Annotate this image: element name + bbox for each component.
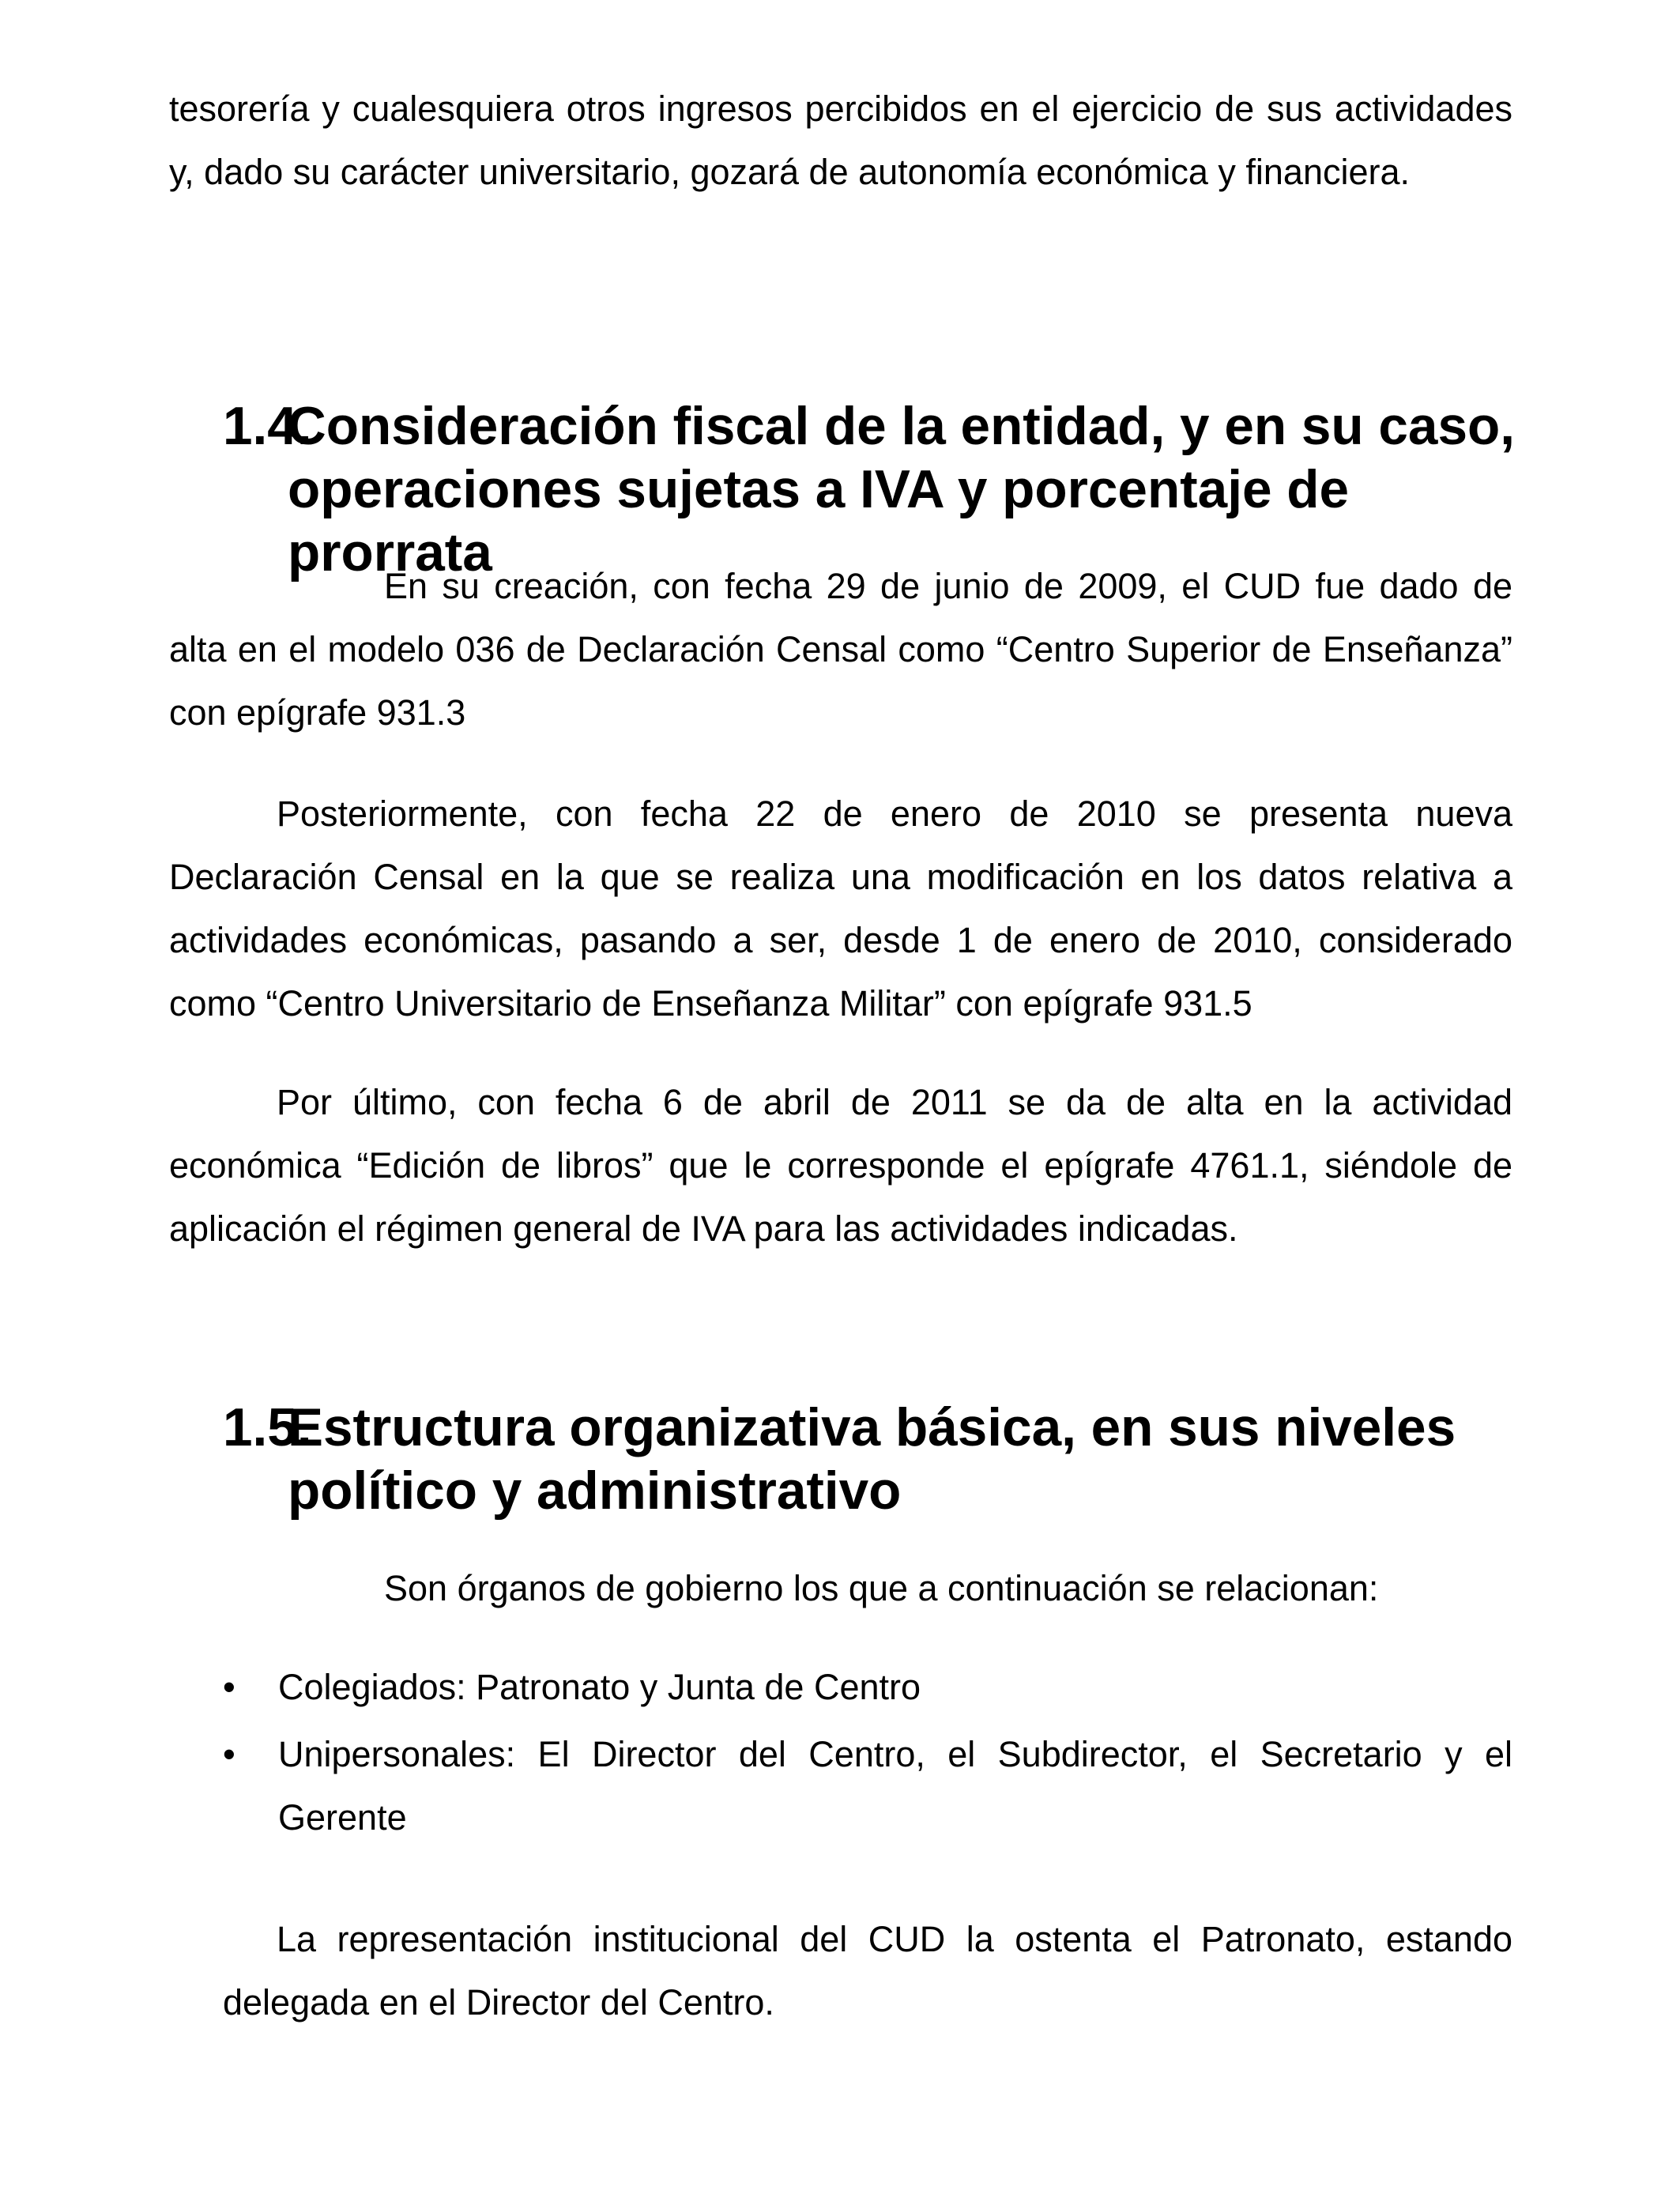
bullet-icon: • [223,1734,235,1774]
section-title: Consideración fiscal de la entidad, y en su caso, operaciones sujetas a IVA y porcentaje de prorrata [288,397,1515,582]
section-title: Estructura organizativa básica, en sus niveles político y administrativo [288,1398,1456,1521]
paragraph: Por último, con fecha 6 de abril de 2011 se da de alta en la actividad económica “Edición de libros” que le corresponde el epígrafe 4761.1, siéndole de aplicación el régimen general de IVA para las actividades indicadas. [169,1082,1512,1249]
section-number: 1.5. [223,1398,312,1457]
bullet-list [223,1656,1512,1853]
paragraph: En su creación, con fecha 29 de junio de 2009, el CUD fue dado de alta en el modelo 036 de Declaración Censal como “Centro Superior de Enseñanza” con epígrafe 931.3 [169,566,1512,733]
closing-paragraph: La representación institucional del CUD la ostenta el Patronato, estando delegada en el Director del Centro. [223,1919,1512,2022]
list-item [223,1656,1512,1719]
section-intro: Son órganos de gobierno los que a continuación se relacionan: [384,1568,1379,1608]
list-item-text: Unipersonales: El Director del Centro, el Subdirector, el Secretario y el Gerente [278,1734,1512,1838]
section-number: 1.4. [223,397,312,456]
paragraph: Posteriormente, con fecha 22 de enero de 2010 se presenta nueva Declaración Censal en la que se realiza una modificación en los datos relativa a actividades económicas, pasando a ser, desde 1 de enero de 2010, considerado como “Centro Universitario de Enseñanza Militar” con epígrafe 931.5 [169,794,1512,1023]
list-item-text: Colegiados: Patronato y Junta de Centro [278,1667,921,1707]
section-heading-1-5 [223,1397,1519,1523]
intro-paragraph: tesorería y cualesquiera otros ingresos percibidos en el ejercicio de sus actividades y, dado su carácter universitario, gozará de autonomía económica y financiera. [169,89,1512,192]
bullet-icon: • [223,1667,235,1707]
list-item [223,1723,1512,1849]
